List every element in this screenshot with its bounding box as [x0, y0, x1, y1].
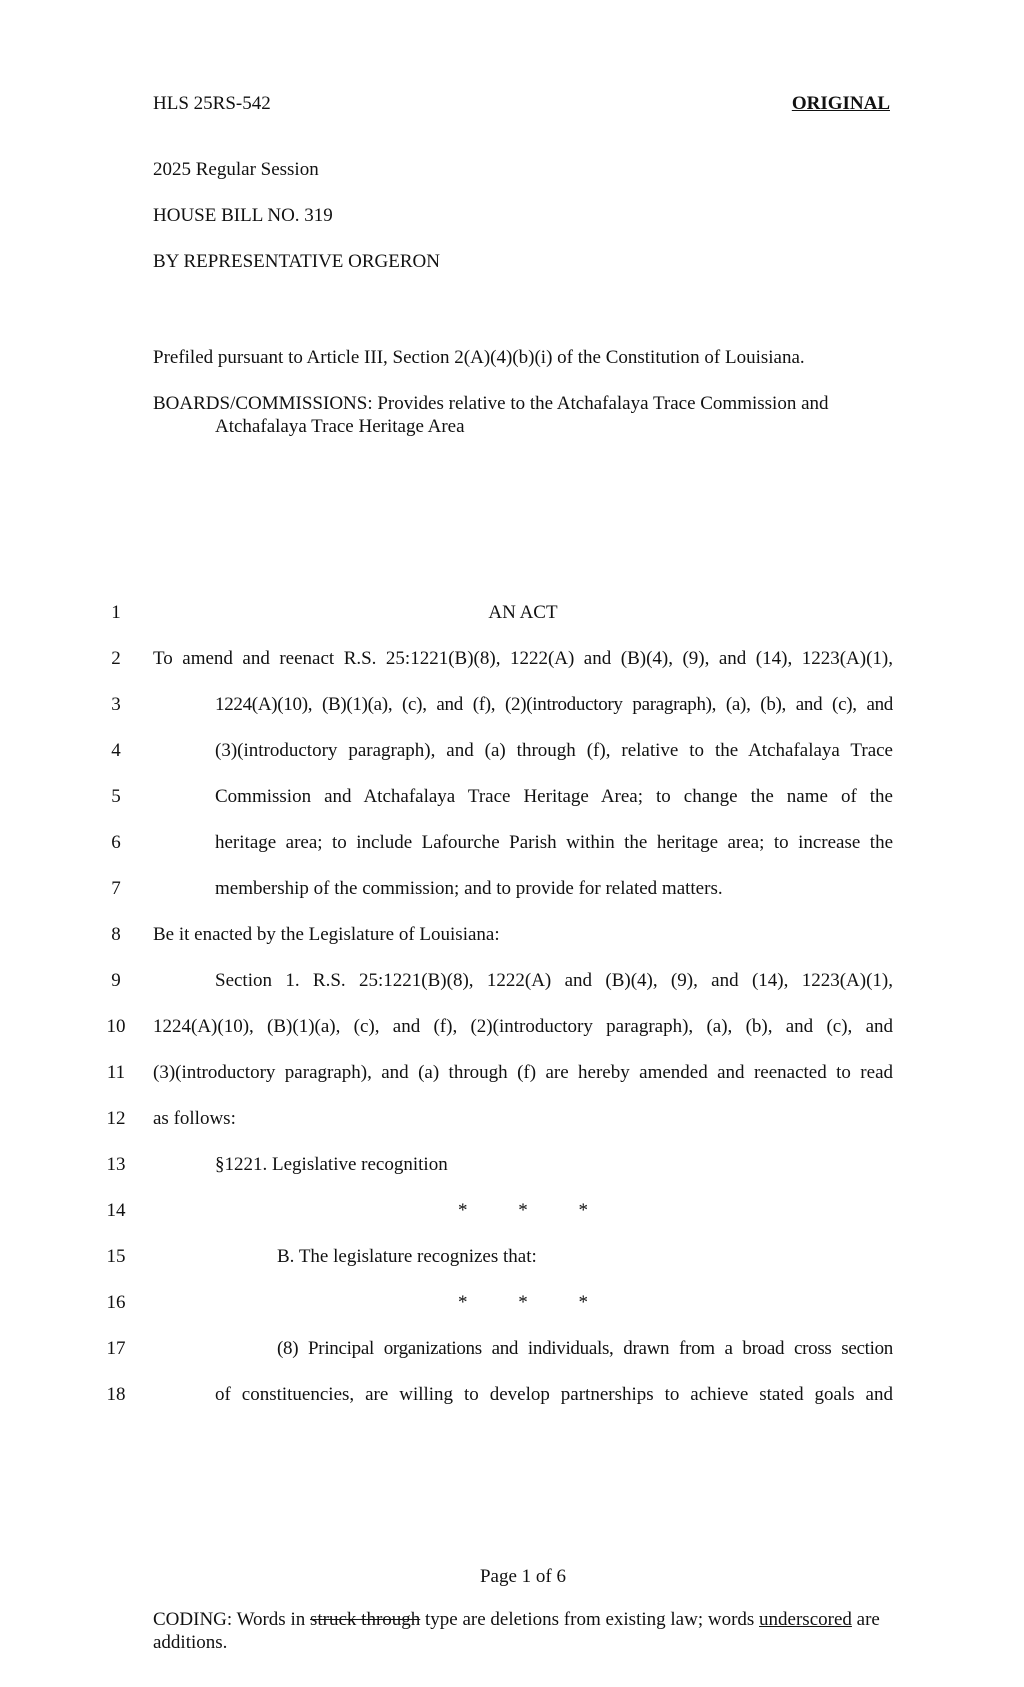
coding-underscored-sample: underscored	[759, 1609, 852, 1630]
bill-text-line: (8) Principal organizations and individuals, drawn from a broad cross section	[277, 1338, 893, 1359]
digest-summary	[153, 392, 893, 438]
line-number: 14	[106, 1200, 126, 1221]
bill-text-line: heritage area; to include Lafourche Parish within the heritage area; to increase the	[215, 832, 893, 853]
enacting-clause: Be it enacted by the Legislature of Louisiana:	[153, 924, 500, 945]
line-number: 12	[106, 1108, 126, 1129]
line-number: 7	[111, 878, 121, 899]
bill-author: BY REPRESENTATIVE ORGERON	[153, 251, 441, 272]
line-number: 9	[111, 970, 121, 991]
omission-stars: * * *	[458, 1292, 588, 1313]
line-number: 16	[106, 1292, 126, 1313]
line-number: 15	[106, 1246, 126, 1267]
digest-line-2: Atchafalaya Trace Heritage Area	[215, 416, 465, 437]
version-label: ORIGINAL	[791, 93, 890, 114]
coding-prefix: CODING: Words in	[153, 1609, 310, 1630]
section-heading: §1221. Legislative recognition	[215, 1154, 448, 1175]
line-number: 18	[106, 1384, 126, 1405]
coding-struck-sample: struck through	[309, 1609, 421, 1630]
coding-note	[153, 1608, 893, 1654]
line-number: 13	[106, 1154, 126, 1175]
line-number: 2	[111, 648, 121, 669]
line-number: 4	[111, 740, 121, 761]
bill-text-line: of constituencies, are willing to develop partnerships to achieve stated goals and	[215, 1384, 893, 1405]
line-number: 10	[106, 1016, 126, 1037]
line-number: 17	[106, 1338, 126, 1359]
bill-text-line: 1224(A)(10), (B)(1)(a), (c), and (f), (2)(introductory paragraph), (a), (b), and (c), and	[215, 694, 893, 715]
subsection-heading: B. The legislature recognizes that:	[277, 1246, 537, 1267]
coding-suffix: are additions.	[153, 1609, 880, 1653]
line-number: 6	[111, 832, 121, 853]
bill-text-line: (3)(introductory paragraph), and (a) through (f), relative to the Atchafalaya Trace	[215, 740, 893, 761]
bill-text-line: To amend and reenact R.S. 25:1221(B)(8), 1222(A) and (B)(4), (9), and (14), 1223(A)(1),	[153, 648, 893, 669]
document-id: HLS 25RS-542	[153, 93, 271, 114]
bill-number: HOUSE BILL NO. 319	[153, 205, 333, 226]
line-number: 8	[111, 924, 121, 945]
bill-text-line: (3)(introductory paragraph), and (a) through (f) are hereby amended and reenacted to read	[153, 1062, 893, 1083]
digest-line-1: BOARDS/COMMISSIONS: Provides relative to the Atchafalaya Trace Commission and	[153, 393, 829, 414]
prefiled-note: Prefiled pursuant to Article III, Section 2(A)(4)(b)(i) of the Constitution of Louisiana.	[153, 347, 805, 368]
bill-text-line: as follows:	[153, 1108, 236, 1129]
line-number: 1	[111, 602, 121, 623]
bill-text-line: membership of the commission; and to provide for related matters.	[215, 878, 723, 899]
coding-middle: type are deletions from existing law; words	[420, 1609, 760, 1630]
bill-text-line: Commission and Atchafalaya Trace Heritage Area; to change the name of the	[215, 786, 893, 807]
session-label: 2025 Regular Session	[153, 159, 319, 180]
bill-text-line: Section 1. R.S. 25:1221(B)(8), 1222(A) and (B)(4), (9), and (14), 1223(A)(1),	[215, 970, 893, 991]
page-number: Page 1 of 6	[479, 1566, 566, 1587]
line-number: 5	[111, 786, 121, 807]
omission-stars: * * *	[458, 1200, 588, 1221]
bill-text-line: 1224(A)(10), (B)(1)(a), (c), and (f), (2)(introductory paragraph), (a), (b), and (c), and	[153, 1016, 893, 1037]
act-heading: AN ACT	[488, 602, 558, 623]
line-number: 3	[111, 694, 121, 715]
line-number: 11	[106, 1062, 126, 1083]
